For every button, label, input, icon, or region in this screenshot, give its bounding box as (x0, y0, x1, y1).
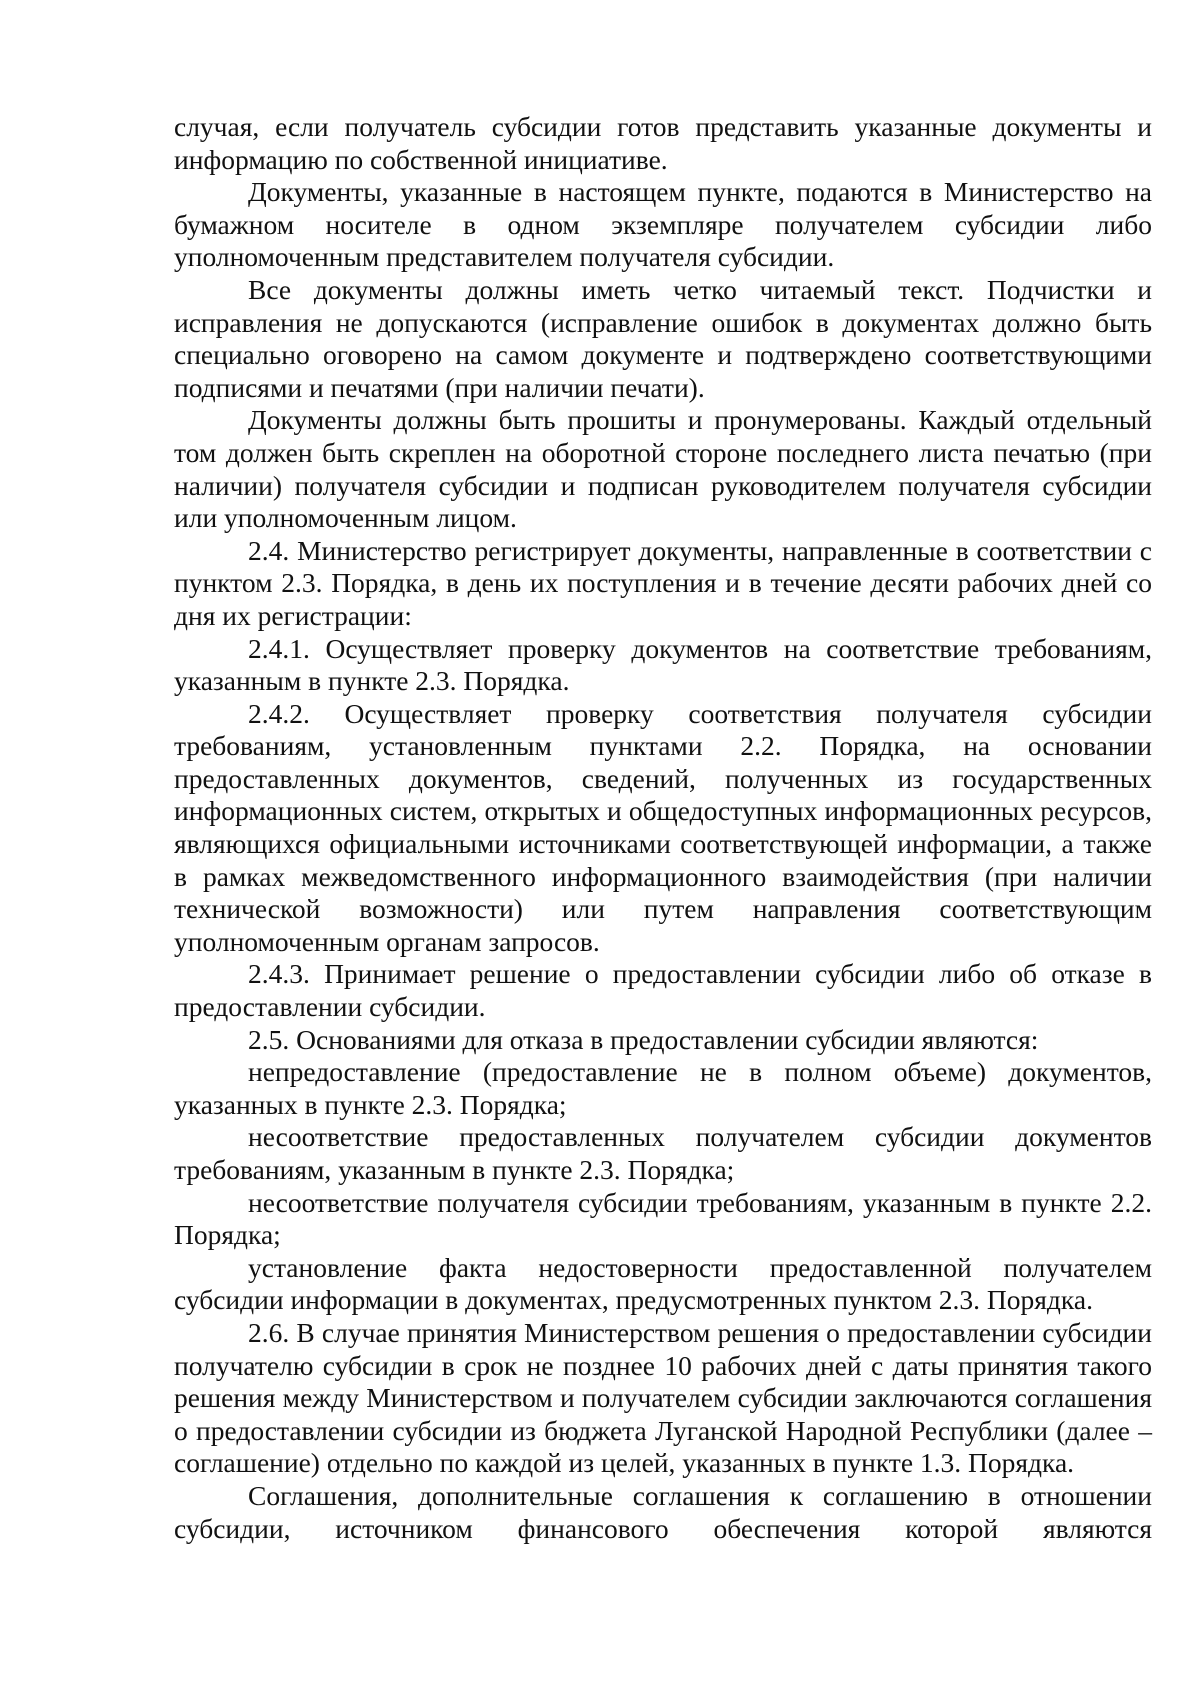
document-page (174, 111, 1152, 1545)
paragraph-11: несоответствие предоставленных получателем субсидии документов требованиям, указанным в пункте 2.3. Порядка; (174, 1121, 1152, 1185)
paragraph-5: 2.4. Министерство регистрирует документы, направленные в соответствии с пунктом 2.3. Порядка, в день их поступления и в течение десяти рабочих дней со дня их регистрации: (174, 534, 1152, 631)
paragraph-1: случая, если получатель субсидии готов представить указанные документы и информацию по собственной инициативе. (174, 111, 1152, 175)
paragraph-14: 2.6. В случае принятия Министерством решения о предоставлении субсидии получателю субсидии в срок не позднее 10 рабочих дней с даты принятия такого решения между Министерством и получателем субсидии заключаются соглашения о предоставлении субсидии из бюджета Луганской Народной Республики (далее – соглашение) отдельно по каждой из целей, указанных в пункте 1.3. Порядка. (174, 1316, 1152, 1479)
paragraph-15: Соглашения, дополнительные соглашения к соглашению в отношении субсидии, источником финансового обеспечения которой являются (174, 1479, 1152, 1544)
paragraph-12: несоответствие получателя субсидии требованиям, указанным в пункте 2.2. Порядка; (174, 1186, 1152, 1251)
paragraph-2: Документы, указанные в настоящем пункте, подаются в Министерство на бумажном носителе в одном экземпляре получателем субсидии либо уполномоченным представителем получателя субсидии. (174, 176, 1152, 273)
paragraph-3: Все документы должны иметь четко читаемый текст. Подчистки и исправления не допускаются (исправление ошибок в документах должно быть специально оговорено на самом документе и подтверждено соответствующими подписями и печатями (при наличии печати). (174, 273, 1152, 403)
paragraph-13: установление факта недостоверности предоставленной получателем субсидии информации в документах, предусмотренных пунктом 2.3. Порядка. (174, 1251, 1152, 1316)
paragraph-6: 2.4.1. Осуществляет проверку документов на соответствие требованиям, указанным в пункте 2.3. Порядка. (174, 632, 1152, 697)
paragraph-8: 2.4.3. Принимает решение о предоставлении субсидии либо об отказе в предоставлении субсидии. (174, 958, 1152, 1023)
paragraph-10: непредоставление (предоставление не в полном объеме) документов, указанных в пункте 2.3. Порядка; (174, 1056, 1152, 1120)
paragraph-9: 2.5. Основаниями для отказа в предоставлении субсидии являются: (248, 1023, 1039, 1055)
paragraph-4: Документы должны быть прошиты и пронумерованы. Каждый отдельный том должен быть скреплен на оборотной стороне последнего листа печатью (при наличии) получателя субсидии и подписан руководителем получателя субсидии или уполномоченным лицом. (174, 404, 1152, 534)
paragraph-7: 2.4.2. Осуществляет проверку соответствия получателя субсидии требованиям, установленным пунктами 2.2. Порядка, на основании предоставленных документов, сведений, полученных из государственных информационных систем, открытых и общедоступных информационных ресурсов, являющихся официальными источниками соответствующей информации, а также в рамках межведомственного информационного взаимодействия (при наличии технической возможности) или путем направления соответствующим уполномоченным органам запросов. (174, 697, 1152, 957)
